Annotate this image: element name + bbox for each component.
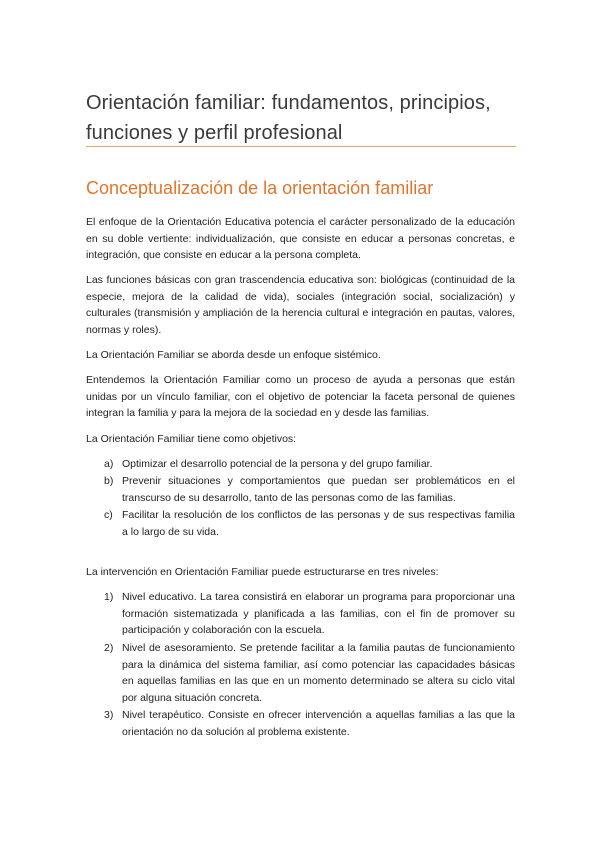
list-item: [86, 707, 515, 740]
paragraph-levels-intro: La intervención en Orientación Familiar puede estructurarse en tres niveles:: [86, 566, 439, 579]
section-heading: Conceptualización de la orientación familiar: [86, 178, 434, 198]
page-title: Orientación familiar: fundamentos, principios, funciones y perfil profesional: [86, 92, 491, 144]
title-divider: [86, 146, 516, 147]
list-item-text: Facilitar la resolución de los conflictos de las personas y de sus respectivas familia a lo largo de su vida.: [122, 509, 515, 538]
levels-list: [86, 589, 515, 740]
paragraph-systemic-approach: La Orientación Familiar se aborda desde un enfoque sistémico.: [86, 349, 381, 362]
paragraph-orientation-approach: El enfoque de la Orientación Educativa potencia el carácter personalizado de la educación en su doble vertiente: individualización, que consiste en educar a personas concretas, e integración, que consiste en educar a la persona completa.: [86, 216, 515, 262]
list-item: [86, 456, 515, 473]
list-item: [86, 640, 515, 706]
list-item: [86, 507, 515, 540]
list-marker: 3): [104, 709, 114, 722]
list-marker: c): [104, 509, 113, 522]
paragraph-basic-functions: Las funciones básicas con gran trascendencia educativa son: biológicas (continuidad de la especie, mejora de la calidad de vida), sociales (integración social, socialización) y culturales (transmisión y ampliación de la herencia cultural e integración en pautas, valores, normas y roles).: [86, 274, 515, 337]
list-item: [86, 589, 515, 639]
paragraph-definition: Entendemos la Orientación Familiar como un proceso de ayuda a personas que están unidas por un vínculo familiar, con el objetivo de potenciar la faceta personal de quienes integran la familia y para la mejora de la sociedad en y desde las familias.: [86, 374, 515, 420]
list-item: [86, 473, 515, 506]
list-item-text: Optimizar el desarrollo potencial de la persona y del grupo familiar.: [122, 457, 433, 470]
paragraph-objectives-intro: La Orientación Familiar tiene como objetivos:: [86, 432, 297, 445]
list-item-text: Nivel educativo. La tarea consistirá en elaborar un programa para proporcionar una formación sistematizada y planificada a las familias, con el fin de promover su participación y colaboración con la escuela.: [122, 591, 515, 637]
spacer: [86, 549, 515, 564]
objectives-list: [86, 456, 515, 541]
list-marker: b): [104, 475, 114, 488]
list-item-text: Nivel de asesoramiento. Se pretende facilitar a la familia pautas de funcionamiento para la dinámica del sistema familiar, así como potenciar las capacidades básicas en aquellas familias en las que en un momento determinado se altera su ciclo vital por alguna situación concreta.: [122, 641, 515, 704]
document-body: [86, 214, 515, 749]
list-item-text: Nivel terapéutico. Consiste en ofrecer intervención a aquellas familias a las que la orientación no da solución al problema existente.: [122, 709, 515, 738]
list-marker: 1): [104, 591, 114, 604]
list-item-text: Prevenir situaciones y comportamientos que puedan ser problemáticos en el transcurso de su desarrollo, tanto de las personas como de las familias.: [122, 475, 515, 504]
list-marker: 2): [104, 641, 114, 654]
list-marker: a): [104, 457, 114, 470]
